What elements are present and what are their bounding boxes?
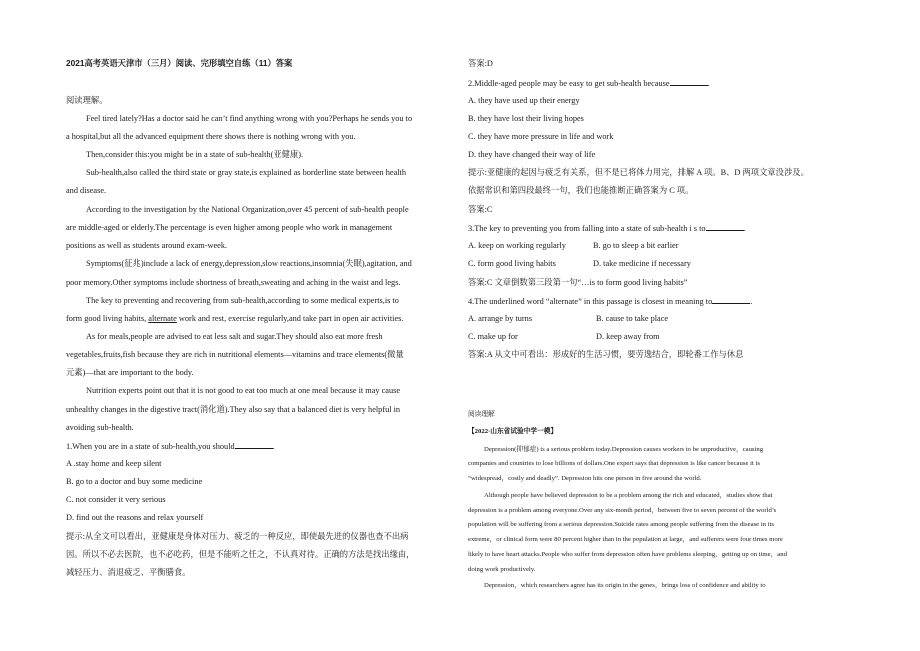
hint-line: 减轻压力、消退疲乏、平衡膳食。 <box>66 568 191 577</box>
passage-line: extreme，or clinical form were 80 percent higher than in the population at large，and sufferers were four times more <box>468 536 783 543</box>
document-title: 2021高考英语天津市（三月）阅读、完形填空自练（11）答案 <box>66 58 293 68</box>
passage-line: companies and countries to lose billions of dollars.One expert says that depression is like cancer because it is <box>468 460 760 467</box>
passage-text: form good living habits, <box>66 314 149 323</box>
question-3: 3.The key to preventing you from falling into a state of sub-health i s to . <box>468 224 746 233</box>
answer-blank <box>712 295 750 304</box>
option-d: D. take medicine if necessary <box>593 259 691 268</box>
passage-line: Sub-health,also called the third state or gray state,is explained as borderline state between health <box>86 168 407 177</box>
passage-line: population will be suffering from a serious depression.Suicide rates among people suffering from the disease in its <box>468 521 775 528</box>
option-a: A .stay home and keep silent <box>66 459 162 468</box>
passage-line: depression is a problem among everyone.Over any six-month period，between five to seven percent of the world’s <box>468 507 777 514</box>
passage-line: Although people have believed depression to be a problem among the rich and educated，studies show that <box>484 492 773 499</box>
passage-line: positions as well as students around exam-week. <box>66 241 228 250</box>
passage-line: are middle-aged or elderly.The percentage is even higher among people who work in management <box>66 223 393 232</box>
passage-line: likely to have heart attacks.People who suffer from depression often have problems sleeping，getting up on time，and <box>468 551 787 558</box>
quoted-word: alternate <box>549 297 579 306</box>
passage-line: Symptoms(征兆)include a lack of energy,depression,slow reactions,insomnia(失眠),agitation, and <box>86 259 412 268</box>
answer-2: 答案:C <box>468 205 493 214</box>
passage-line: avoiding sub-health. <box>66 423 134 432</box>
passage-line: Feel tired lately?Has a doctor said he can’t find anything wrong with you?Perhaps he sends you to <box>86 114 413 123</box>
section-heading: 阅读理解。 <box>66 96 108 105</box>
passage-line: According to the investigation by the National Organization,over 45 percent of sub-health people <box>86 205 409 214</box>
option-b: B. they have lost their living hopes <box>468 114 584 123</box>
option-d: D. keep away from <box>596 332 660 341</box>
option-b: B. cause to take place <box>596 314 669 323</box>
hint-line: 因。所以不必去医院，也不必吃药，但是不能听之任之，不认真对待。正确的方法是找出缘由， <box>66 550 415 559</box>
answer-4: 答案:A 从文中可看出：形成好的生活习惯，要劳逸结合，即轮番工作与休息 <box>468 350 744 359</box>
passage-line: poor memory.Other symptoms include shortness of breath,sweating and aching in the waist and legs. <box>66 278 401 287</box>
passage-line: Depression(抑郁症) is a serious problem today.Depression causes workers to be unproductive，causing <box>484 446 764 453</box>
answer-blank <box>706 222 744 231</box>
underlined-word: alternate <box>148 314 177 323</box>
answer-1: 答案:D <box>468 59 493 68</box>
option-c: C. not consider it very serious <box>66 495 166 504</box>
answer-3: 答案:C 文章倒数第三段第一句“…is to form good living habits” <box>468 278 688 287</box>
passage-line: Depression，which researchers agree has its origin in the genes，brings loss of confidence and ability to <box>484 582 766 589</box>
passage-line-with-underline <box>66 313 403 324</box>
source-tag: 【2022·山东省试验中学一模】 <box>468 428 558 435</box>
option-c: C. form good living habits <box>468 259 556 268</box>
passage-line: vegetables,fruits,fish because they are rich in nutritional elements—vitamins and trace elements(微量 <box>66 350 404 359</box>
passage-line: doing work productively. <box>468 566 536 573</box>
passage-line: 元素)—that are important to the body. <box>66 368 194 377</box>
answer-blank <box>670 77 708 86</box>
option-a: A. they have used up their energy <box>468 96 580 105</box>
passage-line: As for meals,people are advised to eat less salt and sugar.They should also eat more fresh <box>86 332 383 341</box>
option-a: A. keep on working regularly <box>468 241 566 250</box>
option-b: B. go to a doctor and buy some medicine <box>66 477 203 486</box>
hint-line: 依据常识和第四段最终一句，我们也能推断正确答案为 C 项。 <box>468 186 694 195</box>
option-c: C. they have more pressure in life and work <box>468 132 614 141</box>
passage-text: work and rest, exercise regularly,and take part in open air activities. <box>176 314 404 323</box>
question-2: 2.Middle-aged people may be easy to get sub-health because . <box>468 79 710 88</box>
passage-line: The key to preventing and recovering from sub-health,according to some medical experts,is to <box>86 296 399 305</box>
passage-line: a hospital,but all the advanced equipment there shows there is nothing wrong with you. <box>66 132 356 141</box>
passage-line: “widespread，costly and deadly”. Depression hits one person in five around the world. <box>468 475 702 482</box>
option-a: A. arrange by turns <box>468 314 533 323</box>
passage-line: Then,consider this:you might be in a state of sub-health(亚健康). <box>86 150 304 159</box>
option-c: C. make up for <box>468 332 518 341</box>
passage-line: and disease. <box>66 186 107 195</box>
answer-blank <box>235 440 273 449</box>
hint-line: 提示:从全文可以看出，亚健康是身体对压力、疲乏的一种反应，即使最先进的仪器也查不出病 <box>66 532 409 541</box>
question-1: 1.When you are in a state of sub-health,you should . <box>66 442 275 451</box>
question-4: 4.The underlined word “alternate” in this passage is closest in meaning to . <box>468 297 753 306</box>
option-d: D. they have changed their way of life <box>468 150 596 159</box>
option-d: D. find out the reasons and relax yourself <box>66 513 204 522</box>
hint-line: 提示:亚健康的起因与疲乏有关系，但不是已将体力用完，排解 A 项。B、D 两项文章没涉及。 <box>468 168 809 177</box>
passage-line: unhealthy changes in the digestive tract(消化道).They also say that a balanced diet is very helpful in <box>66 405 401 414</box>
passage-line: Nutrition experts point out that it is not good to eat too much at one meal because it may cause <box>86 386 401 395</box>
option-b: B. go to sleep a bit earlier <box>593 241 679 250</box>
section-heading: 阅读理解 <box>468 411 495 418</box>
